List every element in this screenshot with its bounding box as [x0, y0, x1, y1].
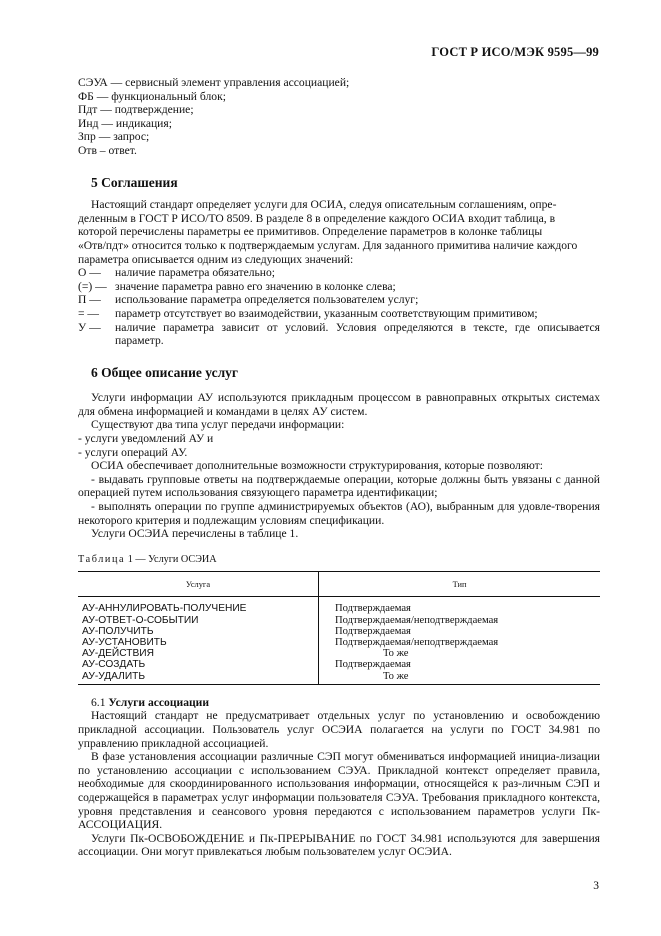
convention-text: наличие параметра обязательно;: [115, 266, 276, 280]
service-cell: АУ-СОЗДАТЬ: [78, 659, 319, 670]
convention-text: параметр отсутствует во взаимодействии, указанным соответствующим примитивом;: [115, 306, 538, 320]
abbreviation-item: ФБ — функциональный блок;: [78, 89, 226, 103]
table-row: [78, 648, 600, 659]
table-caption-label: Таблица: [78, 553, 126, 565]
list-item: - услуги операций АУ.: [78, 445, 188, 459]
list-item: - выдавать групповые ответы на подтверждаемые операции, которые должны быть увязаны с данной операцией путем использования связующего параметра идентификации;: [78, 472, 600, 500]
service-cell: АУ-ПОЛУЧИТЬ: [78, 626, 319, 637]
type-cell: Подтверждаемая: [335, 625, 411, 637]
page-content: [78, 76, 600, 859]
abbreviation-list: [78, 76, 600, 158]
convention-item: [78, 266, 600, 280]
convention-item: [78, 321, 600, 348]
column-header-type: Тип: [319, 572, 601, 597]
table-row: [78, 597, 600, 615]
paragraph: Настоящий стандарт не предусматривает отдельных услуг по установлению и освобождению прикладной ассоциации. Пользователь услуг ОСЭИА полагается на услуги по ГОСТ 34.981 по управлению прикладной ассоциацией.: [78, 709, 600, 750]
subsection-title: Услуги ассоциации: [108, 695, 210, 709]
subsection-6-1: [78, 696, 600, 859]
service-cell: АУ-УДАЛИТЬ: [78, 671, 319, 685]
section-6-heading: 6 Общее описание услуг: [91, 364, 239, 380]
table-row: [78, 637, 600, 648]
abbreviation-item: Инд — индикация;: [78, 116, 172, 130]
type-cell: Подтверждаемая: [335, 659, 411, 671]
convention-symbol: (=) —: [78, 279, 107, 293]
table-caption-text: 1 — Услуги ОСЭИА: [125, 553, 217, 565]
subsection-number: 6.1: [91, 695, 106, 709]
convention-symbol: П —: [78, 293, 101, 307]
convention-text: наличие параметра зависит от условий. Условия определяются в тексте, где описывается параметр.: [115, 320, 600, 348]
section-6-body: [78, 391, 600, 541]
table-row: [78, 659, 600, 670]
convention-symbol: = —: [78, 306, 100, 320]
service-cell: АУ-ОТВЕТ-О-СОБЫТИИ: [78, 615, 319, 626]
type-cell: Подтверждаемая/неподтверждаемая: [335, 614, 499, 626]
subsection-heading: [78, 696, 600, 710]
type-value: То же: [383, 648, 409, 660]
services-table: [78, 571, 600, 684]
table-header-row: [78, 572, 600, 597]
convention-item: [78, 293, 600, 307]
column-header-service: Услуга: [78, 572, 319, 597]
convention-symbol: О —: [78, 266, 101, 280]
text-line: «Отв/пдт» относится только к подтверждаемым услугам. Для заданного примитива наличие каждого: [78, 238, 578, 252]
type-value: То же: [383, 670, 409, 682]
section-5-intro: [78, 198, 600, 266]
type-cell: Подтверждаемая/неподтверждаемая: [335, 637, 499, 649]
convention-symbol: У —: [78, 320, 101, 334]
paragraph: Существуют два типа услуг передачи информации:: [91, 418, 345, 432]
section-5-heading: 5 Соглашения: [91, 174, 178, 190]
paragraph: Услуги информации АУ используются прикладным процессом в равноправных открытых системах для обмена информацией и командами в целях АУ систем.: [78, 391, 600, 418]
service-cell: АУ-ДЕЙСТВИЯ: [78, 648, 319, 659]
text-line: параметра описывается одним из следующих значений:: [78, 252, 354, 266]
type-cell: [319, 648, 601, 659]
convention-item: [78, 280, 600, 294]
table-row: [78, 626, 600, 637]
text-line: Настоящий стандарт определяет услуги для ОСИА, следуя описательным соглашениям, опре-: [91, 198, 557, 212]
running-header: ГОСТ Р ИСО/МЭК 9595—99: [431, 45, 599, 59]
text-line: деленным в ГОСТ Р ИСО/ТО 8509. В разделе 8 в определение каждого ОСИА входит таблица, в: [78, 211, 556, 225]
table-row: [78, 615, 600, 626]
conventions-list: [78, 266, 600, 348]
type-cell: Подтверждаемая: [335, 603, 411, 615]
list-item: - услуги уведомлений АУ и: [78, 432, 214, 446]
list-item: - выполнять операции по группе администрируемых объектов (АО), выбранным для удовле-творения некоторого критерия и подлежащим условиям спецификации.: [78, 500, 600, 527]
abbreviation-item: Отв – ответ.: [78, 143, 137, 157]
table-row: [78, 671, 600, 685]
convention-text: использование параметра определяется пользователем услуг;: [115, 293, 419, 307]
paragraph: ОСИА обеспечивает дополнительные возможности структурирования, которые позволяют:: [91, 459, 543, 473]
abbreviation-item: Пдт — подтверждение;: [78, 103, 194, 117]
convention-text: значение параметра равно его значению в колонке слева;: [115, 279, 396, 293]
service-cell: АУ-УСТАНОВИТЬ: [78, 637, 319, 648]
abbreviation-item: Зпр — запрос;: [78, 130, 150, 144]
text-line: которой перечислены параметры ее примитивов. Определение параметров в колонке таблицы: [78, 225, 543, 239]
paragraph: В фазе установления ассоциации различные СЭП могут обмениваться информацией инициа-лизации по установлению ассоциации с использованием СЭУА. Прикладной контекст определяет правила, необходимые для скоординированного использования информации, относящейся к раз-личным СЭП и содержащейся в параметрах услуг информации пользователя СЭУА. Требования прикладного контекста, уровня представления и сеансового уровня передаются с использованием параметров услуги Пк-АССОЦИАЦИЯ.: [78, 750, 600, 832]
page-number: 3: [593, 880, 599, 892]
abbreviation-item: СЭУА — сервисный элемент управления ассоциацией;: [78, 76, 350, 89]
paragraph: Услуги ОСЭИА перечислены в таблице 1.: [91, 527, 299, 541]
paragraph: Услуги Пк-ОСВОБОЖДЕНИЕ и Пк-ПРЕРЫВАНИЕ по ГОСТ 34.981 используются для завершения ассоциации. Они могут привлекаться любым пользователем услуг ОСЭИА.: [78, 831, 600, 859]
table-caption: [78, 553, 600, 567]
service-cell: АУ-АННУЛИРОВАТЬ-ПОЛУЧЕНИЕ: [78, 597, 319, 615]
type-cell: [319, 671, 601, 685]
convention-item: [78, 307, 600, 321]
